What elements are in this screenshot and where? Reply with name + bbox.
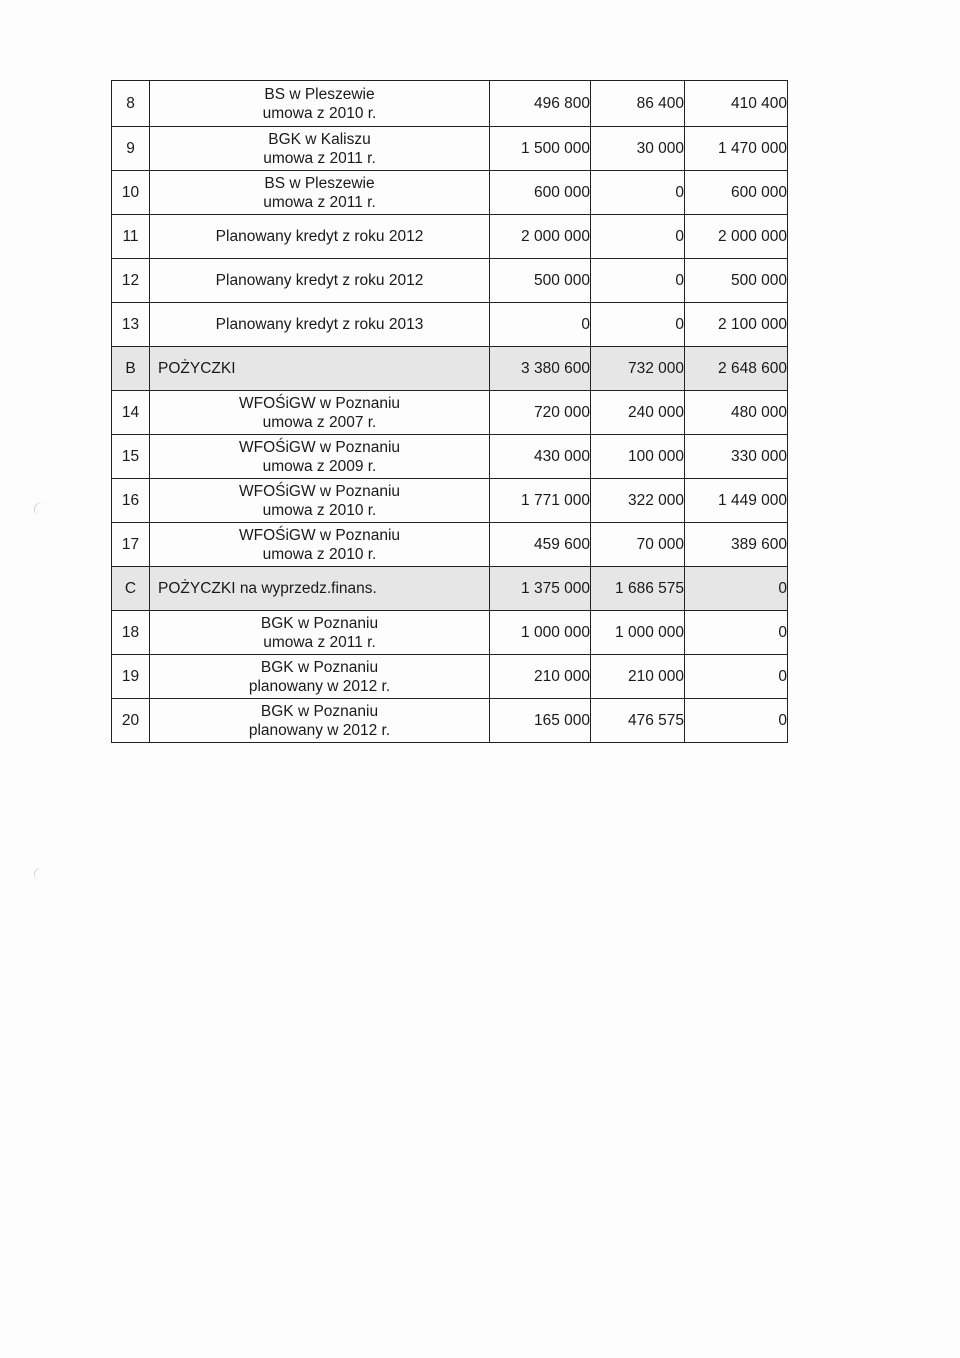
value-cell: 2 648 600 <box>685 347 788 391</box>
value-cell: 330 000 <box>685 435 788 479</box>
lender-name: BGK w Poznaniu <box>260 702 379 720</box>
lender-name: BS w Pleszewie <box>264 174 375 192</box>
agreement-year: umowa z 2010 r. <box>262 545 377 563</box>
lender-name: WFOŚiGW w Poznaniu <box>238 438 401 456</box>
lender-name: WFOŚiGW w Poznaniu <box>238 482 401 500</box>
value-cell: 480 000 <box>685 391 788 435</box>
value-cell: 1 375 000 <box>490 567 591 611</box>
value-cell: 0 <box>685 567 788 611</box>
value-cell: 500 000 <box>490 259 591 303</box>
row-number: 9 <box>112 127 150 171</box>
value-cell: 2 000 000 <box>490 215 591 259</box>
value-cell: 496 800 <box>490 81 591 127</box>
lender-name: Planowany kredyt z roku 2012 <box>150 215 490 259</box>
value-cell: 0 <box>591 215 685 259</box>
value-cell: 30 000 <box>591 127 685 171</box>
row-number: 15 <box>112 435 150 479</box>
table-row <box>112 611 788 655</box>
row-number: 17 <box>112 523 150 567</box>
value-cell: 0 <box>685 699 788 743</box>
lender-name: BGK w Poznaniu <box>260 658 379 676</box>
lender-name: BGK w Poznaniu <box>260 614 379 632</box>
section-letter: C <box>112 567 150 611</box>
scan-mark <box>32 866 46 881</box>
section-row <box>112 347 788 391</box>
table-row <box>112 215 788 259</box>
value-cell: 240 000 <box>591 391 685 435</box>
row-number: 16 <box>112 479 150 523</box>
agreement-year: umowa z 2011 r. <box>263 193 376 211</box>
row-number: 10 <box>112 171 150 215</box>
agreement-year: umowa z 2010 r. <box>262 501 377 519</box>
value-cell: 210 000 <box>591 655 685 699</box>
agreement-year: planowany w 2012 r. <box>248 677 391 695</box>
scan-mark <box>32 501 47 518</box>
value-cell: 1 000 000 <box>490 611 591 655</box>
value-cell: 2 000 000 <box>685 215 788 259</box>
lender-cell <box>150 523 490 567</box>
section-title: POŻYCZKI na wyprzedz.finans. <box>150 567 490 611</box>
value-cell: 476 575 <box>591 699 685 743</box>
value-cell: 600 000 <box>685 171 788 215</box>
value-cell: 1 470 000 <box>685 127 788 171</box>
value-cell: 1 771 000 <box>490 479 591 523</box>
row-number: 20 <box>112 699 150 743</box>
row-number: 12 <box>112 259 150 303</box>
value-cell: 165 000 <box>490 699 591 743</box>
lender-cell <box>150 611 490 655</box>
agreement-year: umowa z 2007 r. <box>262 413 377 431</box>
row-number: 14 <box>112 391 150 435</box>
agreement-year: umowa z 2011 r. <box>263 149 376 167</box>
value-cell: 1 000 000 <box>591 611 685 655</box>
table-row <box>112 523 788 567</box>
value-cell: 1 686 575 <box>591 567 685 611</box>
row-number: 19 <box>112 655 150 699</box>
lender-name: Planowany kredyt z roku 2012 <box>150 259 490 303</box>
lender-cell <box>150 699 490 743</box>
value-cell: 389 600 <box>685 523 788 567</box>
section-letter: B <box>112 347 150 391</box>
agreement-year: umowa z 2011 r. <box>263 633 376 651</box>
lender-name: BS w Pleszewie <box>264 85 375 103</box>
table-row <box>112 303 788 347</box>
row-number: 8 <box>112 81 150 127</box>
lender-name: WFOŚiGW w Poznaniu <box>238 394 401 412</box>
value-cell: 0 <box>591 259 685 303</box>
value-cell: 732 000 <box>591 347 685 391</box>
value-cell: 1 500 000 <box>490 127 591 171</box>
lender-name: Planowany kredyt z roku 2013 <box>150 303 490 347</box>
section-title: POŻYCZKI <box>150 347 490 391</box>
lender-name: BGK w Kaliszu <box>268 130 371 148</box>
lender-cell <box>150 655 490 699</box>
value-cell: 210 000 <box>490 655 591 699</box>
section-row <box>112 567 788 611</box>
value-cell: 0 <box>490 303 591 347</box>
value-cell: 410 400 <box>685 81 788 127</box>
agreement-year: planowany w 2012 r. <box>248 721 391 739</box>
row-number: 11 <box>112 215 150 259</box>
table-row <box>112 699 788 743</box>
table-row <box>112 259 788 303</box>
agreement-year: umowa z 2009 r. <box>262 457 377 475</box>
lender-cell <box>150 391 490 435</box>
lender-cell <box>150 171 490 215</box>
lender-cell <box>150 127 490 171</box>
table-row <box>112 171 788 215</box>
table-row <box>112 479 788 523</box>
value-cell: 1 449 000 <box>685 479 788 523</box>
agreement-year: umowa z 2010 r. <box>262 104 377 122</box>
lender-cell <box>150 479 490 523</box>
value-cell: 100 000 <box>591 435 685 479</box>
value-cell: 322 000 <box>591 479 685 523</box>
table-row <box>112 655 788 699</box>
row-number: 13 <box>112 303 150 347</box>
value-cell: 600 000 <box>490 171 591 215</box>
value-cell: 3 380 600 <box>490 347 591 391</box>
value-cell: 86 400 <box>591 81 685 127</box>
value-cell: 720 000 <box>490 391 591 435</box>
table-row <box>112 391 788 435</box>
table-row <box>112 127 788 171</box>
table-row <box>112 81 788 127</box>
value-cell: 500 000 <box>685 259 788 303</box>
value-cell: 0 <box>685 611 788 655</box>
value-cell: 2 100 000 <box>685 303 788 347</box>
lender-cell <box>150 81 490 127</box>
value-cell: 70 000 <box>591 523 685 567</box>
value-cell: 0 <box>685 655 788 699</box>
value-cell: 430 000 <box>490 435 591 479</box>
lender-cell <box>150 435 490 479</box>
debt-table <box>111 80 788 743</box>
lender-name: WFOŚiGW w Poznaniu <box>238 526 401 544</box>
value-cell: 0 <box>591 303 685 347</box>
table-row <box>112 435 788 479</box>
value-cell: 0 <box>591 171 685 215</box>
value-cell: 459 600 <box>490 523 591 567</box>
row-number: 18 <box>112 611 150 655</box>
